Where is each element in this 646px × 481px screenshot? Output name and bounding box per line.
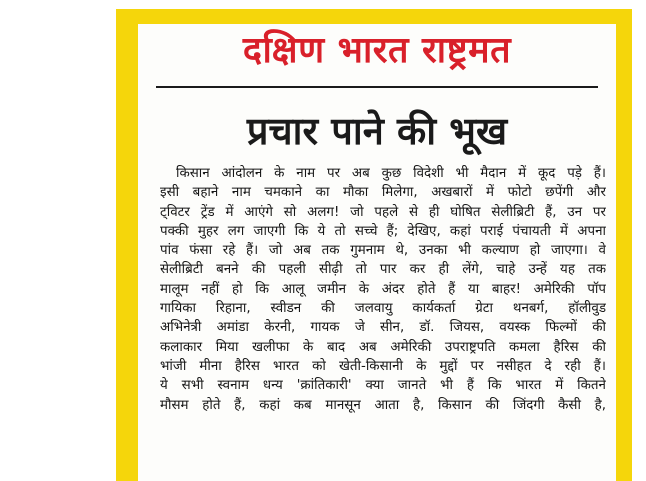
body-line: कलाकार मिया खलीफा के बाद अब अमेरिकी उपराष्ट्रपति कमला हैरिस की xyxy=(160,339,606,355)
article-headline: प्रचार पाने की भूख xyxy=(246,109,508,153)
body-line: पक्की मुहर लग जाएगी कि ये तो सच्चे हैं; देखिए, कहां पराई पंचायती में अपना xyxy=(160,223,606,239)
divider-rule xyxy=(156,86,598,88)
body-line: किसान आंदोलन के नाम पर अब कुछ विदेशी भी मैदान में कूद पड़े हैं। xyxy=(176,166,606,181)
body-line: सेलीब्रिटी बनने की पहली सीढ़ी तो पार कर ही लेंगे, चाहे उन्हें यह तक xyxy=(160,262,606,278)
body-line: पांव फंसा रहे हैं। जो अब तक गुमनाम थे, उनका भी कल्याण हो जाएगा। वे xyxy=(160,243,606,259)
body-line: ट्विटर ट्रेंड में आएंगे सो अलग! जो पहले से ही घोषित सेलीब्रिटी हैं, उन पर xyxy=(160,204,606,220)
masthead-title: दक्षिण भारत राष्ट्रमत xyxy=(242,29,512,71)
article-body xyxy=(160,164,606,415)
body-line: अभिनेत्री अमांडा केरनी, गायक जे सीन, डॉ. जियस, वयस्क फिल्मों की xyxy=(160,320,606,336)
body-line: मालूम नहीं हो कि आलू जमीन के अंदर होते हैं या बाहर! अमेरिकी पॉप xyxy=(160,281,606,297)
body-line: भांजी मीना हैरिस भारत को खेती-किसानी के मुद्दों पर नसीहत दे रही हैं। xyxy=(160,358,606,374)
body-line: इसी बहाने नाम चमकाने का मौका मिलेगा, अखबारों में फोटो छपेंगी और xyxy=(160,185,606,201)
blank-margin xyxy=(0,0,112,481)
body-line: मौसम होते हैं, कहां कब मानसून आता है, किसान की जिंदगी कैसी है, xyxy=(160,397,606,413)
body-line: गायिका रिहाना, स्वीडन की जलवायु कार्यकर्ता ग्रेटा थनबर्ग, हॉलीवुड xyxy=(160,301,606,317)
body-line: ये सभी स्वनाम धन्य 'क्रांतिकारी' क्या जानते भी हैं कि भारत में कितने xyxy=(160,378,606,394)
editorial-card xyxy=(138,24,616,481)
